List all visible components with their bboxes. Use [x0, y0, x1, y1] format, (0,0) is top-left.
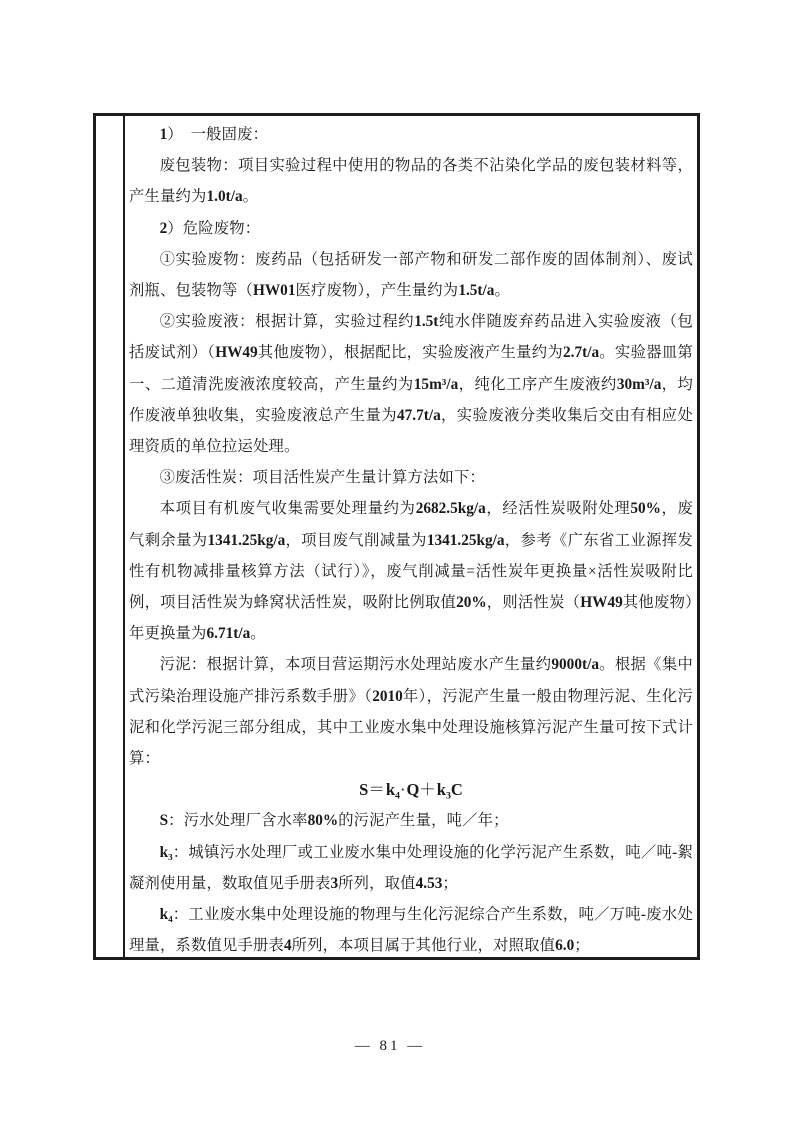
paragraph: 污泥：根据计算，本项目营运期污水处理站废水产生量约9000t/a。根据《集中式污染治理设施产排污系数手册》（2010年），污泥产生量一般由物理污泥、生化污泥和化学污泥三部分组成，其中工业废水集中处理设施核算污泥产生量可按下式计算： [129, 656, 693, 768]
table-left-label-cell [96, 116, 125, 957]
paragraph: ③废活性炭：项目活性炭产生量计算方法如下： [159, 469, 486, 487]
report-table-frame [93, 113, 700, 960]
paragraph: ②实验废液：根据计算，实验过程约1.5t纯水伴随废弃药品进入实验废液（包括废试剂）（HW49其他废物），根据配比，实验废液产生量约为2.7t/a。实验器皿第一、二道清洗废液浓度较高，产生量约为15m³/a，纯化工序产生废液约30m³/a，均作废液单独收集，实验废液总产生量为47.7t/a，实验废液分类收集后交由有相应处理资质的单位拉运处理。 [129, 313, 693, 456]
page-number: — 81 — [354, 1038, 426, 1054]
paragraph: 2）危险废物： [159, 219, 261, 237]
paragraph: k₄：工业废水集中处理设施的物理与生化污泥综合产生系数，吨／万吨-废水处理量，系数值见手册表4所列，本项目属于其他行业，对照取值6.0； [129, 906, 693, 955]
paragraph: 1） 一般固废： [159, 126, 269, 143]
table-content-cell [125, 118, 696, 957]
sludge-formula: S＝k₄·Q＋k₃C [359, 780, 463, 800]
paragraph: ①实验废物：废药品（包括研发一部产物和研发二部作废的固体制剂）、废试剂瓶、包装物等（HW01医疗废物），产生量约为1.5t/a。 [129, 250, 693, 300]
paragraph: k₃：城镇污水处理厂或工业废水集中处理设施的化学污泥产生系数，吨／吨-絮凝剂使用量，数取值见手册表3所列，取值4.53； [129, 843, 693, 892]
paragraph: 本项目有机废气收集需要处理量约为2682.5kg/a，经活性炭吸附处理50%，废气剩余量为1341.25kg/a，项目废气削减量为1341.25kg/a，参考《广东省工业源挥发性有机物减排量核算方法（试行）》，废气削减量=活性炭年更换量×活性炭吸附比例，项目活性炭为蜂窝状活性炭，吸附比例取值20%，则活性炭（HW49其他废物）年更换量为6.71t/a。 [129, 500, 694, 643]
paragraph: S：污水处理厂含水率80%的污泥产生量，吨／年； [159, 812, 509, 830]
paragraph: 废包装物：项目实验过程中使用的物品的各类不沾染化学品的废包装材料等，产生量约为1.0t/a。 [129, 157, 693, 206]
